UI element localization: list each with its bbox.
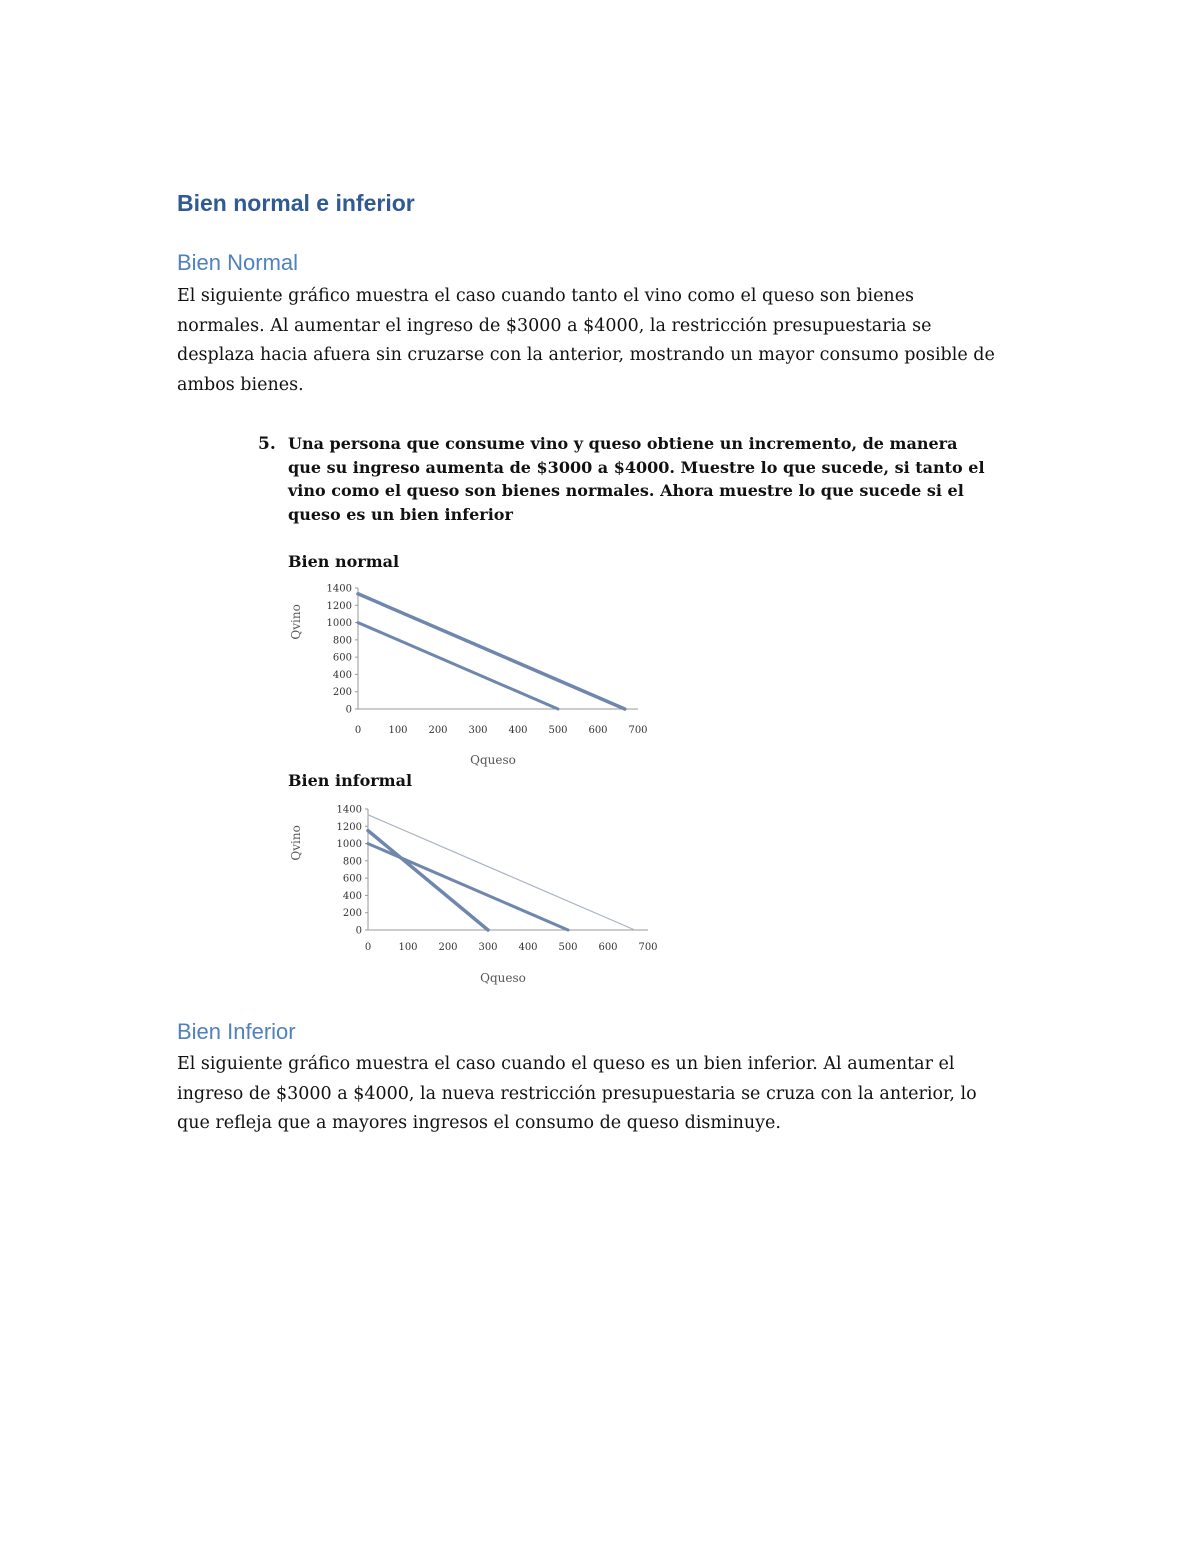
x-tick-label: 400 xyxy=(508,725,528,736)
x-tick-label: 200 xyxy=(438,942,458,953)
x-tick-label: 300 xyxy=(468,725,488,736)
y-tick-label: 600 xyxy=(332,652,352,664)
y-tick-label: 1000 xyxy=(336,839,362,851)
exercise-line: vino como el queso son bienes normales. Ahora muestre lo que sucede si el xyxy=(288,481,964,500)
x-tick-label: 200 xyxy=(428,725,448,736)
x-tick-label: 600 xyxy=(588,725,608,736)
chart-title-normal: Bien normal xyxy=(288,552,400,571)
exercise-figure xyxy=(258,432,985,992)
x-tick-label: 0 xyxy=(354,725,362,736)
chart-bien-informal xyxy=(278,800,678,992)
chart-bien-normal xyxy=(278,578,678,773)
paragraph-line: El siguiente gráfico muestra el caso cuando el queso es un bien inferior. Al aumentar el xyxy=(177,1054,955,1074)
y-tick-label: 1400 xyxy=(336,804,362,816)
x-tick-label: 400 xyxy=(518,942,538,953)
y-tick-label: 0 xyxy=(345,704,352,716)
y-tick-label: 400 xyxy=(342,890,362,902)
x-tick-label: 700 xyxy=(628,725,648,736)
paragraph-line: que refleja que a mayores ingresos el consumo de queso disminuye. xyxy=(177,1113,781,1133)
x-tick-label: 500 xyxy=(558,942,578,953)
x-tick-label: 600 xyxy=(598,942,618,953)
series-line xyxy=(358,594,625,709)
y-tick-label: 800 xyxy=(332,635,352,647)
exercise-line: queso es un bien inferior xyxy=(288,504,513,524)
y-tick-label: 1000 xyxy=(326,618,352,630)
paragraph-line: desplaza hacia afuera sin cruzarse con la anterior, mostrando un mayor consumo posible de xyxy=(177,345,995,365)
chart-title-informal: Bien informal xyxy=(288,771,413,790)
exercise-line: que su ingreso aumenta de $3000 a $4000. Muestre lo que sucede, si tanto el xyxy=(288,457,985,477)
y-tick-label: 600 xyxy=(342,873,362,885)
x-tick-label: 100 xyxy=(388,725,408,736)
exercise-number: 5. xyxy=(258,434,276,454)
y-axis-label: Qvino xyxy=(289,825,303,861)
y-tick-label: 200 xyxy=(342,908,362,920)
paragraph-normal xyxy=(177,282,1037,400)
y-tick-label: 1400 xyxy=(326,583,352,595)
x-tick-label: 0 xyxy=(364,942,372,953)
y-tick-label: 800 xyxy=(342,856,362,868)
x-axis-label: Qqueso xyxy=(470,753,516,767)
x-axis-label: Qqueso xyxy=(480,971,526,985)
y-tick-label: 400 xyxy=(332,669,352,681)
y-tick-label: 0 xyxy=(355,925,362,937)
x-tick-label: 700 xyxy=(638,942,658,953)
paragraph-inferior xyxy=(177,1050,1037,1139)
series-line xyxy=(368,815,635,930)
x-tick-label: 500 xyxy=(548,725,568,736)
y-tick-label: 200 xyxy=(332,687,352,699)
paragraph-line: ingreso de $3000 a $4000, la nueva restricción presupuestaria se cruza con la anterior, lo xyxy=(177,1083,977,1104)
exercise-line: Una persona que consume vino y queso obtiene un incremento, de manera xyxy=(288,434,958,453)
paragraph-line: normales. Al aumentar el ingreso de $3000 a $4000, la restricción presupuestaria se xyxy=(177,315,932,336)
y-tick-label: 1200 xyxy=(326,600,352,612)
series-line xyxy=(368,831,488,930)
section-title-normal: Bien Normal xyxy=(177,250,299,275)
paragraph-line: ambos bienes. xyxy=(177,374,304,395)
exercise-text xyxy=(288,432,985,526)
x-tick-label: 100 xyxy=(398,942,418,953)
paragraph-line: El siguiente gráfico muestra el caso cuando tanto el vino como el queso son bienes xyxy=(177,286,915,306)
x-tick-label: 300 xyxy=(478,942,498,953)
section-title-inferior: Bien Inferior xyxy=(177,1019,296,1044)
page-title: Bien normal e inferior xyxy=(177,190,415,216)
y-axis-label: Qvino xyxy=(289,604,303,640)
y-tick-label: 1200 xyxy=(336,821,362,833)
